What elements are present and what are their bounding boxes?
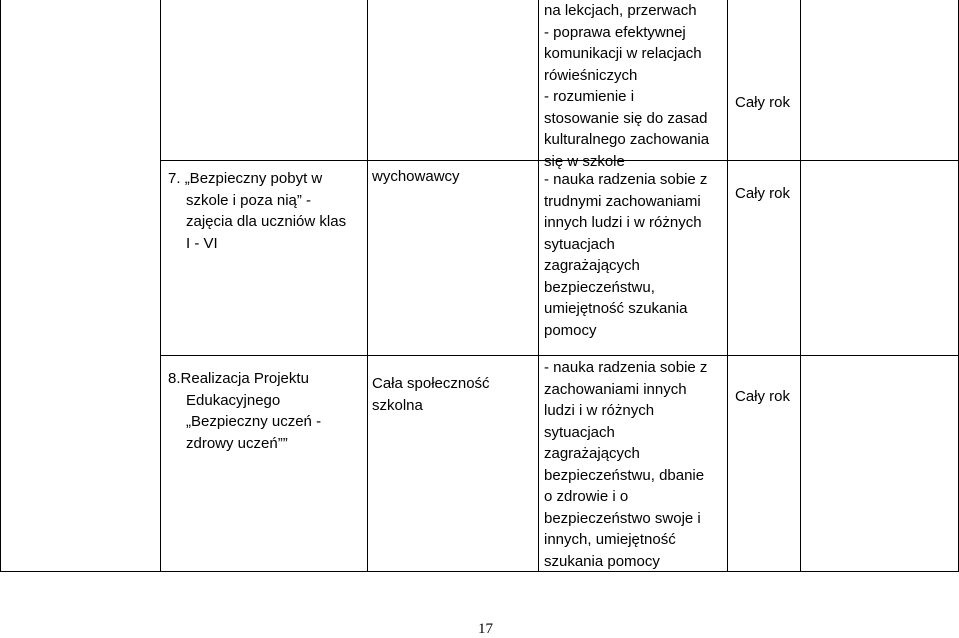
cell-line: - rozumienie i bbox=[544, 88, 635, 105]
column-border bbox=[800, 0, 801, 572]
cell-line: - nauka radzenia sobie z bbox=[544, 171, 708, 188]
cell-line: kulturalnego zachowania bbox=[544, 131, 710, 148]
activity-first-line bbox=[168, 368, 321, 390]
column-border bbox=[0, 0, 1, 572]
page-number: 17 bbox=[478, 621, 493, 637]
activity-line: Realizacja Projektu bbox=[180, 370, 309, 387]
column-border bbox=[538, 0, 539, 572]
activity-cell bbox=[168, 368, 321, 454]
cell-line: umiejętność szukania bbox=[544, 300, 688, 317]
cell-line: pomocy bbox=[544, 321, 597, 339]
cell-line: wychowawcy bbox=[372, 168, 460, 185]
cell-line: komunikacji w relacjach bbox=[544, 45, 702, 62]
activity-line: „Bezpieczny pobyt w bbox=[184, 170, 323, 187]
activity-line: I - VI bbox=[186, 234, 218, 252]
row-number: 7. bbox=[168, 170, 181, 187]
cell-line: trudnymi zachowaniami bbox=[544, 192, 701, 210]
activity-line: zajęcia dla uczniów klas bbox=[186, 213, 347, 230]
activity-cell bbox=[168, 168, 346, 254]
term-cell: Cały rok bbox=[735, 388, 791, 405]
cell-line: sytuacjach bbox=[544, 423, 615, 441]
cell-line: o zdrowie i o bbox=[544, 488, 629, 505]
cell-line: - poprawa efektywnej bbox=[544, 23, 686, 41]
goals-cell bbox=[544, 169, 707, 341]
cell-line: bezpieczeństwo swoje i bbox=[544, 509, 701, 527]
row-border bbox=[0, 571, 959, 572]
activity-line: szkole i poza nią” - bbox=[186, 191, 312, 209]
cell-line: szkolna bbox=[372, 396, 423, 414]
cell-line: zagrażających bbox=[544, 445, 640, 462]
activity-line: „Bezpieczny uczeń - bbox=[186, 413, 322, 430]
term-cell: Cały rok bbox=[735, 185, 791, 202]
cell-line: - nauka radzenia sobie z bbox=[544, 359, 708, 376]
cell-line: ludzi i w różnych bbox=[544, 402, 655, 419]
cell-line: stosowanie się do zasad bbox=[544, 109, 708, 127]
cell-line: zagrażających bbox=[544, 257, 640, 274]
term-cell: Cały rok bbox=[735, 94, 791, 111]
cell-line: bezpieczeństwu, bbox=[544, 278, 655, 296]
cell-line: na lekcjach, przerwach bbox=[544, 2, 697, 19]
cell-line: bezpieczeństwu, dbanie bbox=[544, 466, 705, 484]
cell-line: się w szkole bbox=[544, 152, 625, 170]
cell-line: Cała społeczność bbox=[372, 375, 490, 392]
cell-line: rówieśniczych bbox=[544, 66, 638, 84]
responsible-cell bbox=[372, 373, 490, 416]
activity-first-line bbox=[168, 168, 346, 190]
column-border bbox=[367, 0, 368, 572]
goals-cell bbox=[544, 0, 709, 172]
activity-line: zdrowy uczeń”” bbox=[186, 434, 288, 452]
column-border bbox=[727, 0, 728, 572]
responsible-cell bbox=[372, 166, 460, 188]
cell-line: innych, umiejętność bbox=[544, 531, 676, 548]
cell-line: innych ludzi i w różnych bbox=[544, 214, 702, 231]
row-border bbox=[160, 355, 959, 356]
cell-line: sytuacjach bbox=[544, 235, 615, 253]
cell-line: zachowaniami innych bbox=[544, 380, 687, 398]
row-number: 8. bbox=[168, 370, 181, 387]
cell-line: szukania pomocy bbox=[544, 552, 660, 570]
goals-cell bbox=[544, 357, 707, 572]
column-border bbox=[160, 0, 161, 572]
activity-line: Edukacyjnego bbox=[186, 391, 281, 409]
